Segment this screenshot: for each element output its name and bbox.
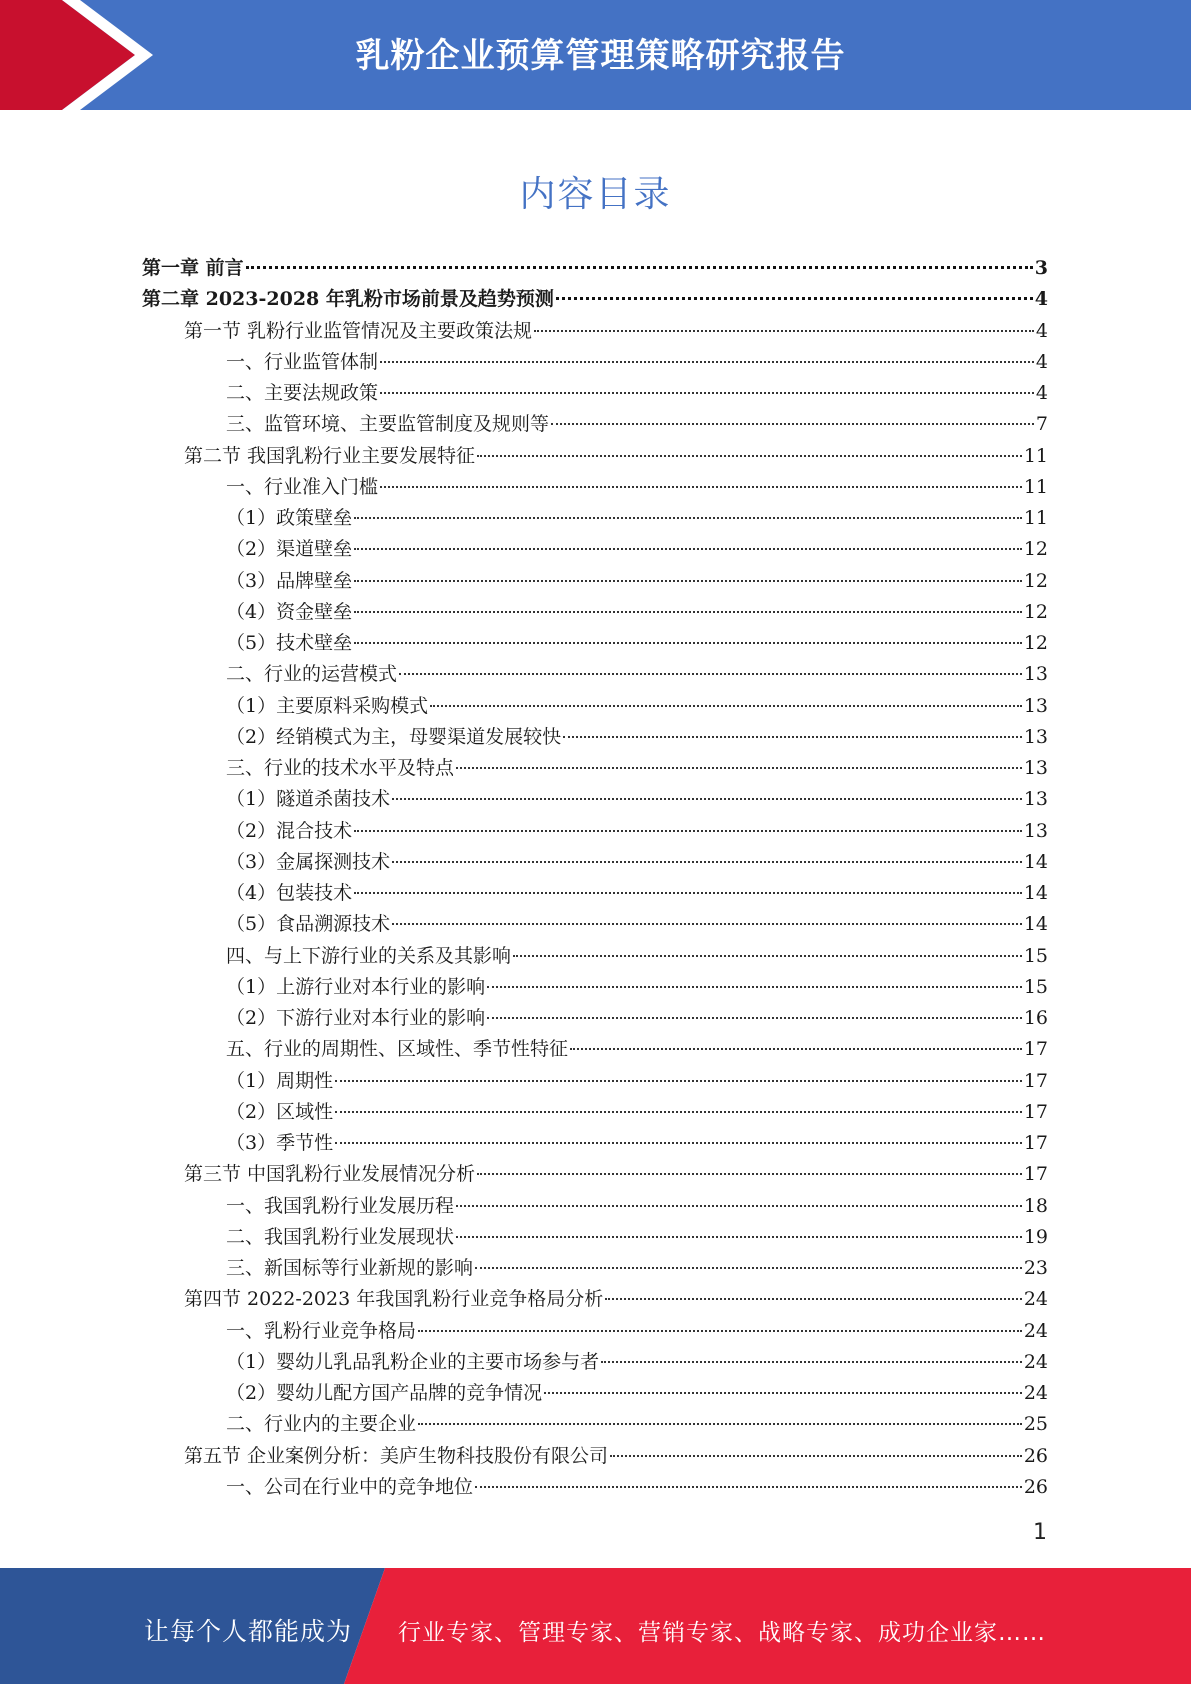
toc-entry[interactable] (142, 597, 1048, 628)
toc-heading: 内容目录 (519, 174, 672, 215)
toc-entry-title: （5）食品溯源技术 (226, 913, 391, 936)
toc-entry-title: 五、行业的周期性、区域性、季节性特征 (226, 1038, 569, 1061)
toc-dot-leader (570, 1048, 1022, 1050)
toc-entry-page: 13 (1023, 694, 1048, 717)
toc-entry[interactable] (142, 1409, 1048, 1440)
toc-entry[interactable] (142, 1066, 1048, 1097)
toc-entry-page: 15 (1023, 944, 1048, 967)
toc-entry-page: 17 (1023, 1132, 1048, 1154)
toc-entry-title: （1）上游行业对本行业的影响 (226, 975, 486, 998)
toc-dot-leader (354, 642, 1022, 644)
toc-entry-title: 第三节 中国乳粉行业发展情况分析 (184, 1163, 476, 1186)
toc-entry-title: 一、我国乳粉行业发展历程 (226, 1194, 455, 1217)
toc-entry-page: 4 (1035, 350, 1048, 373)
toc-dot-leader (487, 986, 1022, 988)
toc-entry-page: 4 (1034, 288, 1048, 311)
toc-entry[interactable] (142, 1253, 1048, 1284)
toc-entry-title: （2）婴幼儿配方国产品牌的竞争情况 (226, 1382, 543, 1404)
toc-dot-leader (354, 517, 1022, 519)
toc-dot-leader (477, 455, 1022, 457)
toc-entry[interactable] (142, 1097, 1048, 1128)
toc-dot-leader (475, 1267, 1022, 1269)
toc-entry-page: 16 (1023, 1007, 1048, 1029)
toc-entry-title: （2）下游行业对本行业的影响 (226, 1007, 486, 1029)
toc-entry[interactable] (142, 628, 1048, 659)
toc-entry-title: （3）金属探测技术 (226, 850, 391, 873)
toc-entry-title: （1）隧道杀菌技术 (226, 788, 391, 811)
toc-dot-leader (246, 266, 1033, 269)
toc-entry-title: 四、与上下游行业的关系及其影响 (226, 944, 512, 967)
toc-entry[interactable] (142, 347, 1048, 378)
toc-dot-leader (392, 923, 1022, 925)
toc-dot-leader (534, 330, 1034, 332)
toc-entry-title: 三、行业的技术水平及特点 (226, 757, 455, 779)
footer-banner (0, 1568, 1191, 1684)
toc-entry-page: 24 (1023, 1319, 1048, 1342)
toc-entry-title: 第一章 前言 (142, 257, 244, 279)
toc-entry-title: （4）包装技术 (226, 882, 353, 904)
toc-entry-title: 第四节 2022-2023 年我国乳粉行业竞争格局分析 (184, 1288, 604, 1311)
toc-entry-title: （1）政策壁垒 (226, 507, 353, 529)
toc-entry-page: 4 (1035, 319, 1048, 342)
toc-entry-page: 12 (1023, 600, 1048, 623)
toc-dot-leader (556, 297, 1033, 300)
toc-dot-leader (513, 955, 1022, 957)
toc-entry-title: 三、新国标等行业新规的影响 (226, 1257, 474, 1279)
footer-slogan-left: 让每个人都能成为 (144, 1617, 353, 1646)
toc-dot-leader (487, 1017, 1022, 1019)
toc-dot-leader (392, 798, 1022, 800)
toc-entry-page: 24 (1023, 1288, 1048, 1311)
toc-entry-page: 25 (1023, 1413, 1048, 1436)
toc-dot-leader (601, 1361, 1022, 1363)
toc-entry-page: 15 (1023, 975, 1048, 998)
toc-entry[interactable] (142, 284, 1048, 315)
toc-entry-page: 14 (1023, 913, 1048, 936)
toc-entry[interactable] (142, 1003, 1048, 1034)
toc-entry[interactable] (142, 1472, 1048, 1503)
toc-entry-title: （3）季节性 (226, 1132, 334, 1154)
toc-entry-page: 13 (1023, 819, 1048, 842)
toc-entry[interactable] (142, 1316, 1048, 1347)
toc-entry-page: 14 (1023, 850, 1048, 873)
toc-entry-title: 第一节 乳粉行业监管情况及主要政策法规 (184, 319, 533, 342)
toc-entry-title: 一、公司在行业中的竞争地位 (226, 1475, 474, 1498)
toc-entry[interactable] (142, 472, 1048, 503)
toc-entry-page: 11 (1023, 507, 1048, 529)
toc-entry[interactable] (142, 909, 1048, 940)
toc-entry-page: 13 (1023, 757, 1048, 779)
toc-dot-leader (335, 1111, 1022, 1113)
toc-entry[interactable] (142, 816, 1048, 847)
toc-entry[interactable] (142, 1128, 1048, 1159)
toc-entry[interactable] (142, 409, 1048, 440)
toc-dot-leader (418, 1423, 1022, 1425)
toc-entry[interactable] (142, 566, 1048, 597)
toc-entry-title: （5）技术壁垒 (226, 632, 353, 654)
toc-entry[interactable] (142, 1222, 1048, 1253)
toc-dot-leader (430, 705, 1022, 707)
toc-dot-leader (399, 673, 1022, 675)
toc-entry[interactable] (142, 878, 1048, 909)
toc-dot-leader (456, 767, 1022, 769)
toc-dot-leader (551, 423, 1034, 425)
toc-entry-title: 第五节 企业案例分析：美庐生物科技股份有限公司 (184, 1444, 609, 1467)
toc-dot-leader (354, 830, 1022, 832)
footer-slogan-right: 行业专家、管理专家、营销专家、战略专家、成功企业家…… (398, 1620, 1046, 1646)
toc-dot-leader (475, 1486, 1022, 1488)
page-number: 1 (1033, 1520, 1047, 1545)
toc-entry[interactable] (142, 941, 1048, 972)
toc-entry-title: 一、乳粉行业竞争格局 (226, 1319, 417, 1342)
toc-entry-title: 二、主要法规政策 (226, 382, 379, 404)
toc-entry[interactable] (142, 253, 1048, 284)
toc-entry[interactable] (142, 1191, 1048, 1222)
toc-dot-leader (392, 861, 1022, 863)
toc-dot-leader (610, 1455, 1022, 1457)
toc-entry[interactable] (142, 659, 1048, 690)
toc-entry-title: 三、监管环境、主要监管制度及规则等 (226, 413, 550, 436)
toc-entry[interactable] (142, 847, 1048, 878)
report-title: 乳粉企业预算管理策略研究报告 (355, 36, 846, 76)
toc-dot-leader (456, 1205, 1022, 1207)
toc-entry-title: （1）周期性 (226, 1069, 334, 1092)
toc-entry[interactable] (142, 441, 1048, 472)
toc-entry-title: （1）主要原料采购模式 (226, 694, 429, 717)
toc-entry-title: （4）资金壁垒 (226, 600, 353, 623)
toc-entry-title: 二、我国乳粉行业发展现状 (226, 1225, 455, 1248)
toc-entry-title: 二、行业内的主要企业 (226, 1413, 417, 1436)
toc-entry-title: （3）品牌壁垒 (226, 569, 353, 592)
toc-entry-page: 4 (1035, 382, 1048, 404)
toc-entry[interactable] (142, 1441, 1048, 1472)
toc-dot-leader (456, 1236, 1022, 1238)
header-banner (0, 0, 1191, 110)
toc-entry[interactable] (142, 503, 1048, 534)
toc-entry-page: 12 (1023, 569, 1048, 592)
toc-entry[interactable] (142, 722, 1048, 753)
toc-dot-leader (477, 1173, 1022, 1175)
toc-entry-page: 23 (1023, 1257, 1048, 1279)
toc-entry-title: 一、行业监管体制 (226, 350, 379, 373)
toc-dot-leader (380, 361, 1034, 363)
toc-entry-page: 13 (1023, 788, 1048, 811)
toc-entry-title: （1）婴幼儿乳品乳粉企业的主要市场参与者 (226, 1350, 600, 1373)
toc-entry-title: （2）渠道壁垒 (226, 538, 353, 561)
toc-dot-leader (418, 1330, 1022, 1332)
toc-dot-leader (563, 736, 1022, 738)
toc-entry-page: 11 (1023, 475, 1048, 498)
toc-dot-leader (335, 1080, 1022, 1082)
toc-entry-page: 24 (1023, 1382, 1048, 1404)
toc-dot-leader (605, 1298, 1022, 1300)
toc-dot-leader (354, 892, 1022, 894)
toc-entry[interactable] (142, 784, 1048, 815)
toc-entry-title: 第二章 2023-2028 年乳粉市场前景及趋势预测 (142, 288, 554, 311)
toc-entry-page: 17 (1023, 1038, 1048, 1061)
toc-entry-page: 17 (1023, 1163, 1048, 1186)
toc-dot-leader (544, 1392, 1022, 1394)
toc-entry-title: 第二节 我国乳粉行业主要发展特征 (184, 444, 476, 467)
toc-dot-leader (354, 548, 1022, 550)
toc-entry-title: 二、行业的运营模式 (226, 663, 398, 686)
toc-entry-page: 18 (1023, 1194, 1048, 1217)
toc-entry[interactable] (142, 1034, 1048, 1065)
toc-entry-page: 3 (1034, 257, 1048, 279)
toc-dot-leader (335, 1142, 1022, 1144)
toc-entry-title: （2）经销模式为主，母婴渠道发展较快 (226, 725, 562, 748)
toc-dot-leader (354, 611, 1022, 613)
toc-entry-page: 26 (1023, 1444, 1048, 1467)
toc-entry-page: 13 (1023, 663, 1048, 686)
toc-entry[interactable] (142, 1347, 1048, 1378)
toc-entry-title: （2）混合技术 (226, 819, 353, 842)
toc-dot-leader (354, 580, 1022, 582)
toc-entry-page: 7 (1035, 413, 1048, 436)
toc-entry-page: 17 (1023, 1069, 1048, 1092)
toc-entry-page: 14 (1023, 882, 1048, 904)
toc-entry-page: 12 (1023, 538, 1048, 561)
toc-entry-page: 19 (1023, 1225, 1048, 1248)
toc-entry-page: 24 (1023, 1350, 1048, 1373)
table-of-contents (142, 253, 1048, 1503)
toc-entry[interactable] (142, 316, 1048, 347)
toc-entry[interactable] (142, 1378, 1048, 1409)
toc-entry-page: 11 (1023, 444, 1048, 467)
toc-entry-title: 一、行业准入门槛 (226, 475, 379, 498)
toc-entry[interactable] (142, 378, 1048, 409)
toc-entry-page: 26 (1023, 1475, 1048, 1498)
toc-entry[interactable] (142, 691, 1048, 722)
toc-entry-page: 17 (1023, 1100, 1048, 1123)
toc-dot-leader (380, 486, 1022, 488)
toc-entry-page: 13 (1023, 725, 1048, 748)
toc-entry[interactable] (142, 972, 1048, 1003)
toc-dot-leader (380, 392, 1034, 394)
toc-entry-title: （2）区域性 (226, 1100, 334, 1123)
toc-entry-page: 12 (1023, 632, 1048, 654)
toc-entry[interactable] (142, 1159, 1048, 1190)
toc-entry[interactable] (142, 534, 1048, 565)
toc-entry[interactable] (142, 753, 1048, 784)
toc-entry[interactable] (142, 1284, 1048, 1315)
